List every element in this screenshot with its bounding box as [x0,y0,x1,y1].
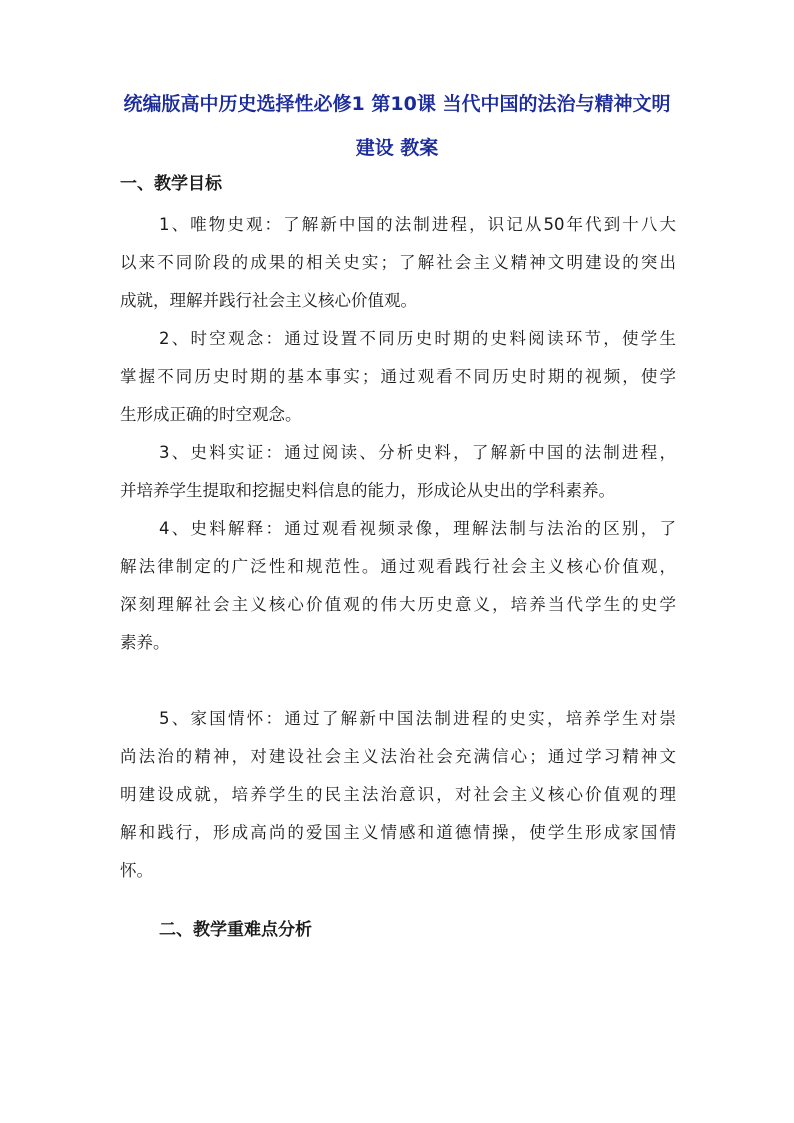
paragraph-patriotism [120,700,676,890]
paragraph-line: 解和践行，形成高尚的爱国主义情感和道德情操，使学生形成家国情 [120,823,676,842]
paragraph-line: 深刻理解社会主义核心价值观的伟大历史意义，培养当代学生的史学 [120,595,676,614]
paragraph-line: 1、唯物史观：了解新中国的法制进程，识记从50年代到十八大 [159,215,676,234]
paragraph-line: 5、家国情怀：通过了解新中国法制进程的史实，培养学生对崇 [159,709,676,728]
title-line-2: 建设 教案 [355,137,439,159]
document-title [100,82,694,170]
title-line-1: 统编版高中历史选择性必修1 第10课 当代中国的法治与精神文明 [123,93,671,115]
paragraph-line: 3、史料实证：通过阅读、分析史料，了解新中国的法制进程， [159,443,676,462]
paragraph-line: 4、史料解释：通过观看视频录像，理解法制与法治的区别，了 [159,519,676,538]
section-heading-teaching-goals: 一、教学目标 [120,174,222,194]
paragraph-line: 2、时空观念：通过设置不同历史时期的史料阅读环节，使学生 [159,329,676,348]
paragraph-line: 怀。 [120,861,153,880]
paragraph-space-time [120,320,676,434]
paragraph-line: 成就，理解并践行社会主义核心价值观。 [120,291,417,310]
paragraph-line: 明建设成就，培养学生的民主法治意识，对社会主义核心价值观的理 [120,785,676,804]
paragraph-line: 尚法治的精神，对建设社会主义法治社会充满信心；通过学习精神文 [120,747,676,766]
paragraph-materialism [120,206,676,320]
paragraph-line: 素养。 [120,633,170,652]
paragraph-evidence [120,434,676,510]
paragraph-interpretation [120,510,676,662]
paragraph-line: 生形成正确的时空观念。 [120,405,302,424]
paragraph-line: 并培养学生提取和挖掘史料信息的能力，形成论从史出的学科素养。 [120,481,615,500]
paragraph-line: 以来不同阶段的成果的相关史实；了解社会主义精神文明建设的突出 [120,253,676,272]
paragraph-line: 解法律制定的广泛性和规范性。通过观看践行社会主义核心价值观， [120,557,676,576]
paragraph-line: 掌握不同历史时期的基本事实；通过观看不同历史时期的视频，使学 [120,367,676,386]
section-heading-key-difficulties: 二、教学重难点分析 [159,920,312,940]
